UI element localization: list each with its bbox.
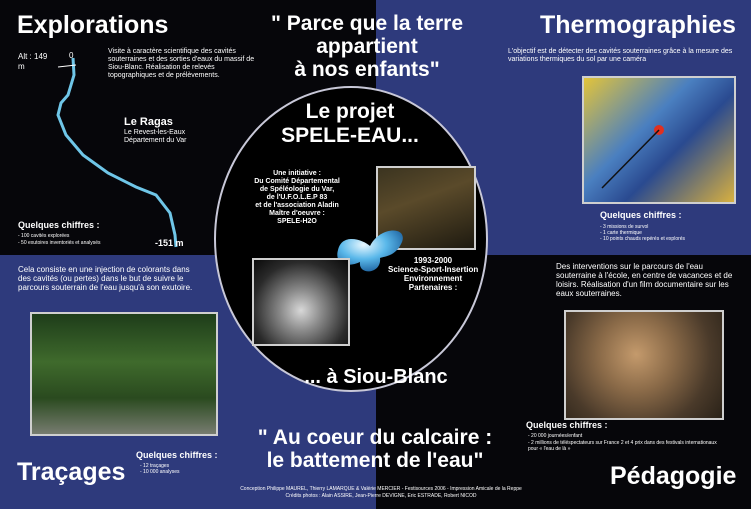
depth-label: -151 m [155,238,184,248]
project-title-line-2: SPELE-EAU... [281,124,419,147]
period-line-1: 1993-2000 [413,256,453,265]
tracages-title: Traçages [17,458,126,486]
project-title-line-1: Le projet [305,100,395,123]
tracages-figure-2: - 10 000 analyses [140,469,180,475]
initiative-line-3: de Spéléologie du Var, [259,186,335,193]
thermographies-figure-2: - 1 carte thermique [600,230,642,236]
explorations-figures-title: Quelques chiffres : [18,220,100,230]
pedagogie-figures-title: Quelques chiffres : [526,420,608,430]
bottom-quote-line-1: " Au coeur du calcaire : [257,426,493,449]
tracages-description: Cela consiste en une injection de colorants dans des cavités (ou pertes) dans le but de suivre le parcours souterrain de l'eau jusqu'à son exutoire. [18,265,193,292]
top-quote-line-3: à nos enfants" [294,58,440,81]
period-block [388,256,478,292]
thermographies-title: Thermographies [540,11,736,39]
thermographies-figures-title: Quelques chiffres : [600,210,682,220]
thermal-map-overlay [584,78,734,202]
credits-line-1: Conception Philippe MAUREL, Thierry LAMARQUE & Valérie MERCIER - Festisources 2006 - Impression Amicale de la Reppe [240,486,522,492]
initiative-line-4: de l'U.F.O.L.E.P 83 [266,194,328,201]
initiative-line-1: Une initiative : [273,170,321,177]
thermographies-description: L'objectif est de détecter des cavités souterraines grâce à la mesure des variations thermiques du sol par une caméra [508,48,733,63]
thermographies-figure-3: - 10 points chauds repérés et explorés [600,236,686,242]
tracages-figures-title: Quelques chiffres : [136,450,218,460]
underwater-cave-photo [252,258,350,346]
thermal-map-image [582,76,736,204]
initiative-line-5: et de l'association Aladin [255,202,339,209]
tracages-figure-1: - 12 traçages [140,463,170,469]
project-subtitle: ... à Siou-Blanc [304,366,448,388]
thermographies-figure-1: - 3 missions de survol [600,224,649,230]
period-line-3: Environnement [403,274,463,283]
pedagogie-figure-1: - 20 000 journées/enfant [528,433,583,439]
bottom-quote [250,426,500,472]
bottom-quote-line-2: le battement de l'eau" [266,449,484,472]
child-in-cave-photo [564,310,724,420]
cave-passage [58,58,176,247]
cave-location: Le Revest-les-Eaux Département du Var [124,129,187,144]
pointer-arrow [602,130,659,188]
period-line-2: Science-Sport-Insertion [388,265,479,274]
initiative-line-2: Du Comité Départemental [254,178,340,185]
explorations-title: Explorations [17,11,169,39]
forest-stream-photo [30,312,218,436]
top-quote [256,12,478,81]
pedagogie-description: Des interventions sur le parcours de l'eau souterraine à l'école, en centre de vacances et de loisirs. Réalisation d'un film documentaire sur les eaux souterraines. [556,262,733,298]
pedagogie-figure-2: - 2 millions de téléspectateurs sur France 2 et 4 prix dans des festivals internationaux pour « l'eau de là » [528,440,717,452]
project-title [280,100,420,148]
explorations-figure-2: - 50 exutoires inventoriés et analysés [18,240,101,246]
altitude-label: Alt : 149 m [18,52,48,71]
cave-name: Le Ragas [124,116,173,128]
period-line-4: Partenaires : [408,283,458,292]
top-quote-line-2: appartient [316,35,418,58]
pedagogie-title: Pédagogie [610,462,737,490]
initiative-line-6: Maître d'oeuvre : [269,210,325,217]
explorations-figure-1: - 100 cavités explorées [18,233,70,239]
zero-label: 0 [69,51,74,60]
top-quote-line-1: " Parce que la terre [270,12,464,35]
credits-line-2: Crédits photos : Alain ASSIRE, Jean-Pierre DEVIGNE, Eric ESTRADE, Robert NICOD [285,493,477,499]
initiative-line-7: SPELE-H2O [277,218,317,225]
explorations-description: Visite à caractère scientifique des cavités souterraines et des sorties d'eaux du massif de Siou-Blanc. Réalisation de relevés topographiques et de prélèvements. [108,48,255,79]
